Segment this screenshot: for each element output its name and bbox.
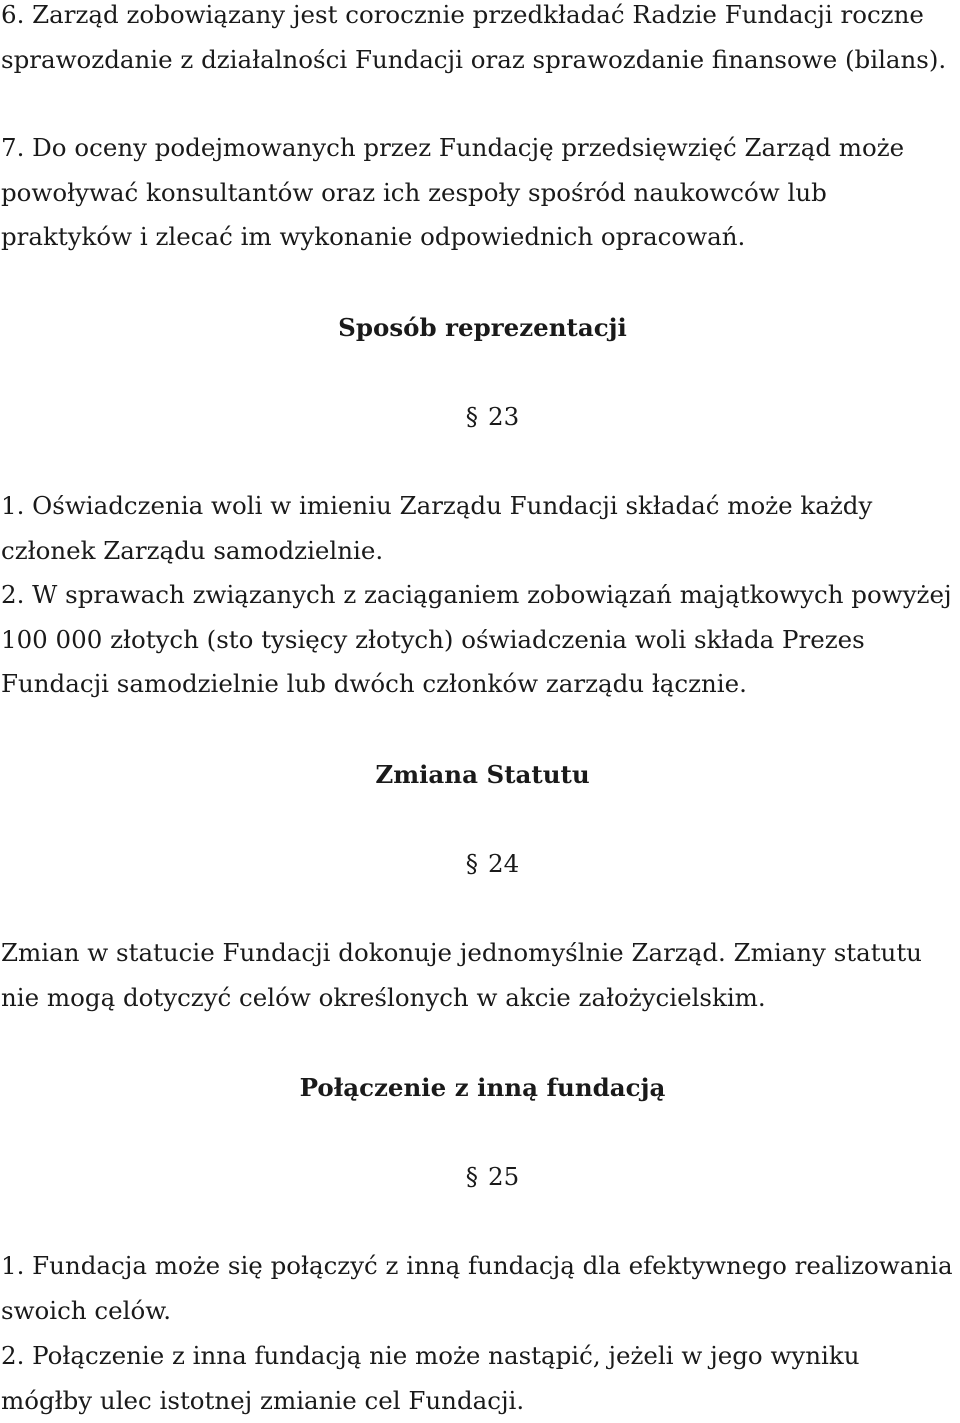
section-number: 25 — [488, 1162, 520, 1191]
section-number: 23 — [488, 402, 520, 431]
section-number: 24 — [488, 849, 520, 878]
section-23 — [0, 395, 960, 439]
section-mark: § — [465, 402, 479, 431]
section-25 — [0, 1155, 960, 1199]
paragraph-6: 6. Zarząd zobowiązany jest corocznie przedkładać Radzie Fundacji roczne sprawozdanie z działalności Fundacji oraz sprawozdanie finansowe (bilans). — [1, 0, 947, 74]
section-mark: § — [465, 1162, 479, 1191]
paragraph-7: 7. Do oceny podejmowanych przez Fundację przedsięwzięć Zarząd może powoływać konsultantów oraz ich zespoły spośród naukowców lub praktyków i zlecać im wykonanie odpowiednich opracowań. — [1, 133, 905, 251]
paragraph-24-1: Zmian w statucie Fundacji dokonuje jednomyślnie Zarząd. Zmiany statutu nie mogą dotyczyć celów określonych w akcie założycielskim. — [1, 938, 922, 1012]
paragraph-23-1: 1. Oświadczenia woli w imieniu Zarządu Fundacji składać może każdy członek Zarządu samodzielnie. — [1, 491, 873, 565]
heading-polaczenie: Połączenie z inną fundacją — [299, 1073, 666, 1102]
paragraph-25-1: 1. Fundacja może się połączyć z inną fundacją dla efektywnego realizowania swoich celów. — [1, 1251, 953, 1325]
paragraph-25-2: 2. Połączenie z inna fundacją nie może nastąpić, jeżeli w jego wyniku mógłby ulec istotnej zmianie cel Fundacji. — [1, 1341, 860, 1415]
heading-sposob-reprezentacji: Sposób reprezentacji — [338, 313, 627, 342]
section-24 — [0, 842, 960, 886]
heading-zmiana-statutu: Zmiana Statutu — [375, 760, 590, 789]
section-mark: § — [465, 849, 479, 878]
paragraph-23-2: 2. W sprawach związanych z zaciąganiem zobowiązań majątkowych powyżej 100 000 złotych (sto tysięcy złotych) oświadczenia woli składa Prezes Fundacji samodzielnie lub dwóch członków zarządu łącznie. — [1, 580, 952, 698]
